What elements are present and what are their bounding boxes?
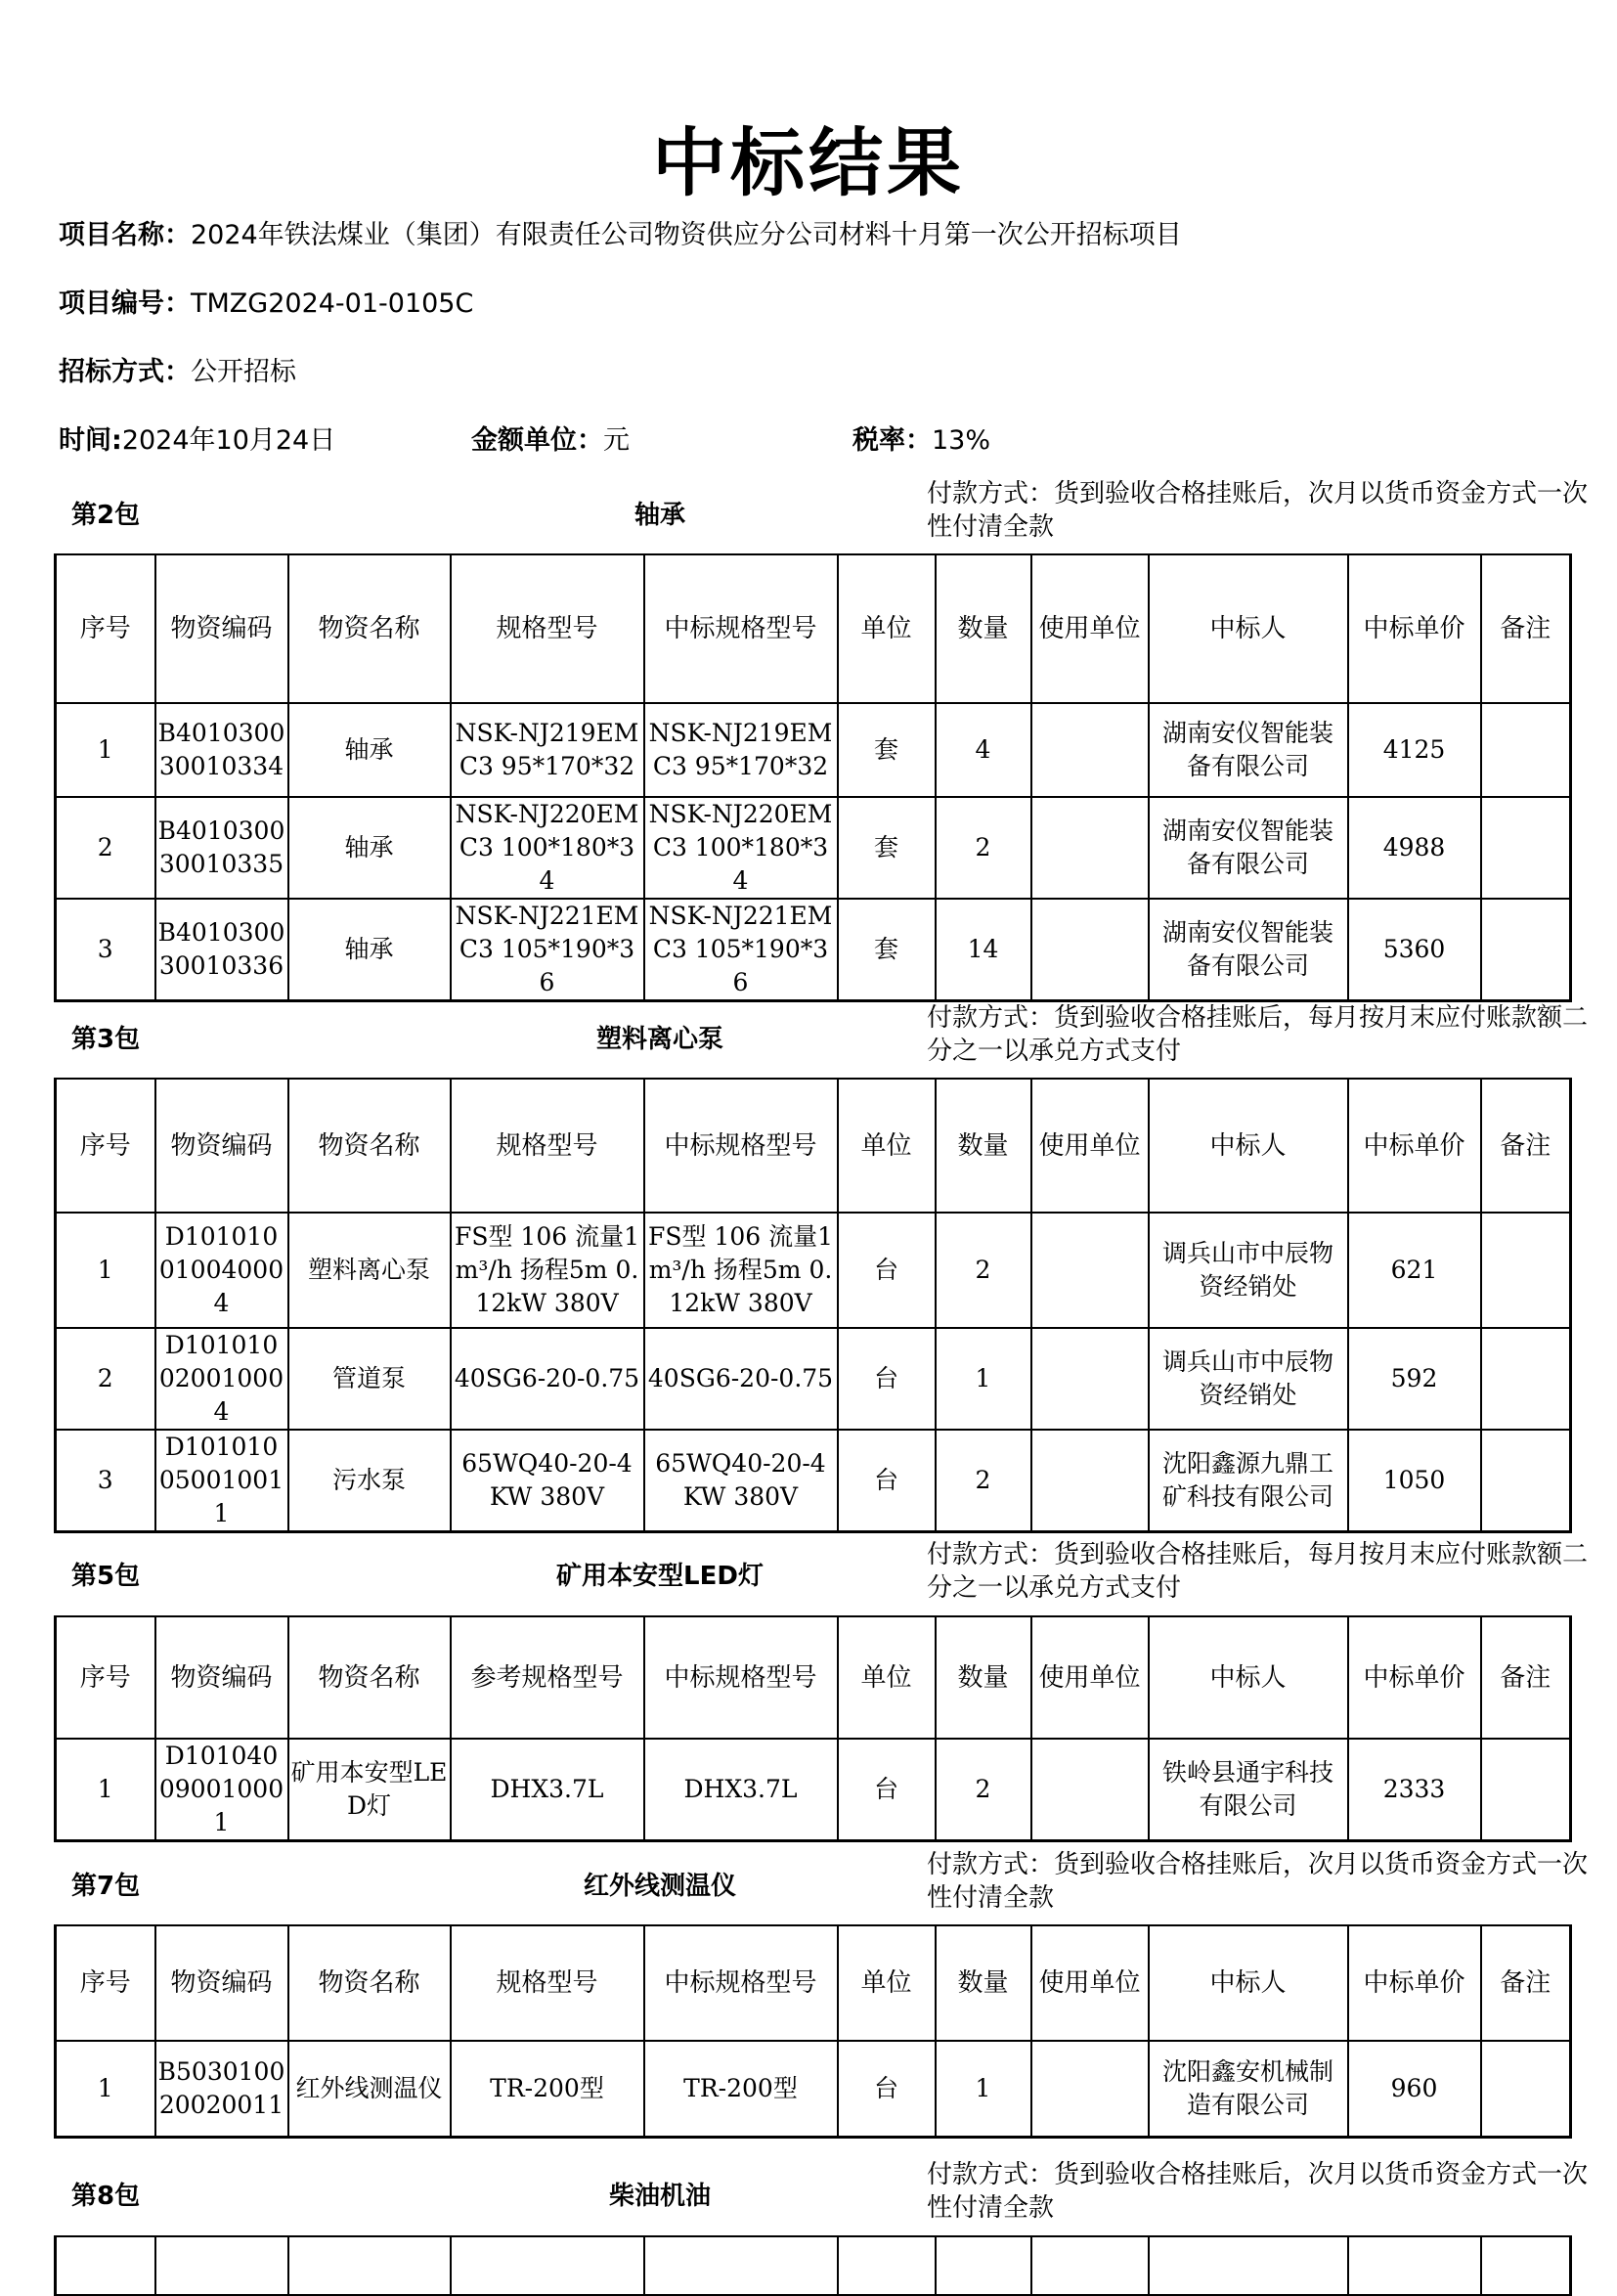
tax-field (852, 419, 990, 457)
bid-table (54, 1615, 1572, 1842)
cell-qty: 2 (936, 797, 1031, 899)
cell-qty: 2 (936, 1739, 1031, 1841)
column-header (288, 2236, 451, 2295)
column-header (936, 2236, 1031, 2295)
cell-user (1031, 899, 1149, 1001)
package-number: 第8包 (71, 2182, 141, 2211)
cell-code: B401030030010335 (155, 797, 288, 899)
cell-code: D101010020010004 (155, 1328, 288, 1430)
column-header: 规格型号 (451, 1079, 644, 1213)
cell-price: 592 (1348, 1328, 1481, 1430)
cell-qty: 2 (936, 1213, 1031, 1328)
cell-seq: 1 (56, 1739, 155, 1841)
method-label: 招标方式： (59, 357, 191, 387)
table-row (56, 1213, 1571, 1328)
cell-price: 1050 (1348, 1430, 1481, 1532)
table-header-row (56, 1616, 1571, 1739)
cell-unit: 台 (838, 1739, 936, 1841)
cell-seq: 1 (56, 2041, 155, 2137)
cell-code: D101040090010001 (155, 1739, 288, 1841)
project-no-value: TMZG2024-01-0105C (191, 288, 474, 319)
table-header-row (56, 1079, 1571, 1213)
package-name: 塑料离心泵 (595, 1025, 723, 1054)
cell-seq: 1 (56, 703, 155, 797)
cell-qty: 1 (936, 2041, 1031, 2137)
column-header (56, 2236, 155, 2295)
payment-terms: 付款方式：货到验收合格挂账后，次月以货币资金方式一次性付清全款 (927, 1850, 1589, 1913)
cell-price: 4125 (1348, 703, 1481, 797)
column-header (1481, 2236, 1571, 2295)
table-row (56, 1328, 1571, 1430)
cell-qty: 2 (936, 1430, 1031, 1532)
cell-bid-spec: 40SG6-20-0.75 (644, 1328, 838, 1430)
column-header: 备注 (1481, 1925, 1571, 2041)
column-header: 中标单价 (1348, 554, 1481, 703)
cell-qty: 4 (936, 703, 1031, 797)
cell-name: 矿用本安型LED灯 (288, 1739, 451, 1841)
table-header-row (56, 554, 1571, 703)
cell-bid-spec: NSK-NJ219EMC3 95*170*32 (644, 703, 838, 797)
column-header: 中标人 (1149, 1925, 1348, 2041)
column-header (838, 2236, 936, 2295)
column-header: 使用单位 (1031, 1616, 1149, 1739)
column-header: 中标人 (1149, 1616, 1348, 1739)
project-no-label: 项目编号： (59, 288, 191, 319)
time-field (59, 419, 335, 457)
column-header: 规格型号 (451, 554, 644, 703)
cell-code: D101010010040004 (155, 1213, 288, 1328)
table-row (56, 2041, 1571, 2137)
cell-spec: FS型 106 流量1m³/h 扬程5m 0.12kW 380V (451, 1213, 644, 1328)
package-number: 第2包 (71, 501, 141, 530)
package-name: 矿用本安型LED灯 (556, 1562, 764, 1591)
column-header: 使用单位 (1031, 1925, 1149, 2041)
cell-bid-spec: TR-200型 (644, 2041, 838, 2137)
package-number: 第5包 (71, 1562, 141, 1591)
cell-spec: 40SG6-20-0.75 (451, 1328, 644, 1430)
cell-winner: 调兵山市中辰物资经销处 (1149, 1328, 1348, 1430)
column-header: 单位 (838, 1079, 936, 1213)
cell-qty: 1 (936, 1328, 1031, 1430)
cell-name: 轴承 (288, 703, 451, 797)
column-header: 备注 (1481, 554, 1571, 703)
cell-unit: 套 (838, 899, 936, 1001)
cell-seq: 2 (56, 1328, 155, 1430)
payment-terms: 付款方式：货到验收合格挂账后，每月按月末应付账款额二分之一以承兑方式支付 (927, 1003, 1589, 1066)
cell-bid-spec: NSK-NJ220EMC3 100*180*34 (644, 797, 838, 899)
tax-label: 税率： (852, 425, 932, 456)
cell-seq: 3 (56, 1430, 155, 1532)
column-header (1348, 2236, 1481, 2295)
project-no-line (59, 282, 473, 320)
cell-bid-spec: DHX3.7L (644, 1739, 838, 1841)
package-name: 轴承 (634, 501, 685, 530)
payment-terms: 付款方式：货到验收合格挂账后，次月以货币资金方式一次性付清全款 (927, 2160, 1589, 2223)
column-header: 物资编码 (155, 1079, 288, 1213)
cell-unit: 套 (838, 703, 936, 797)
cell-price: 960 (1348, 2041, 1481, 2137)
currency-value: 元 (603, 425, 630, 456)
cell-bid-spec: FS型 106 流量1m³/h 扬程5m 0.12kW 380V (644, 1213, 838, 1328)
cell-unit: 台 (838, 1430, 936, 1532)
method-line (59, 350, 296, 388)
cell-user (1031, 703, 1149, 797)
cell-note (1481, 1430, 1571, 1532)
column-header (644, 2236, 838, 2295)
table-row (56, 899, 1571, 1001)
cell-unit: 台 (838, 1328, 936, 1430)
time-value: 2024年10月24日 (121, 425, 336, 456)
cell-bid-spec: 65WQ40-20-4KW 380V (644, 1430, 838, 1532)
column-header: 序号 (56, 554, 155, 703)
cell-user (1031, 1328, 1149, 1430)
cell-winner: 调兵山市中辰物资经销处 (1149, 1213, 1348, 1328)
cell-price: 5360 (1348, 899, 1481, 1001)
table-header-row (56, 2236, 1571, 2295)
cell-name: 污水泵 (288, 1430, 451, 1532)
time-label: 时间: (59, 425, 122, 456)
cell-code: D101010050010011 (155, 1430, 288, 1532)
currency-label: 金额单位： (471, 425, 603, 456)
column-header: 中标单价 (1348, 1079, 1481, 1213)
currency-field (471, 419, 630, 457)
column-header: 使用单位 (1031, 1079, 1149, 1213)
cell-user (1031, 1430, 1149, 1532)
payment-terms: 付款方式：货到验收合格挂账后，次月以货币资金方式一次性付清全款 (927, 479, 1589, 542)
column-header: 数量 (936, 1616, 1031, 1739)
cell-note (1481, 703, 1571, 797)
column-header: 备注 (1481, 1079, 1571, 1213)
column-header: 使用单位 (1031, 554, 1149, 703)
method-value: 公开招标 (191, 357, 296, 387)
bid-table (54, 1924, 1572, 2139)
cell-code: B401030030010336 (155, 899, 288, 1001)
bid-table (54, 1078, 1572, 1533)
column-header: 数量 (936, 1079, 1031, 1213)
table-row (56, 797, 1571, 899)
column-header: 中标规格型号 (644, 1925, 838, 2041)
column-header: 备注 (1481, 1616, 1571, 1739)
project-name-line (59, 213, 1182, 251)
cell-code: B503010020020011 (155, 2041, 288, 2137)
cell-winner: 沈阳鑫安机械制造有限公司 (1149, 2041, 1348, 2137)
column-header (1031, 2236, 1149, 2295)
cell-name: 塑料离心泵 (288, 1213, 451, 1328)
column-header: 序号 (56, 1079, 155, 1213)
cell-spec: NSK-NJ219EMC3 95*170*32 (451, 703, 644, 797)
column-header (155, 2236, 288, 2295)
column-header: 中标单价 (1348, 1925, 1481, 2041)
package-number: 第7包 (71, 1872, 141, 1901)
column-header: 中标人 (1149, 554, 1348, 703)
cell-unit: 台 (838, 2041, 936, 2137)
page-title: 中标结果 (652, 119, 965, 206)
package-header (54, 1001, 1589, 1070)
column-header: 序号 (56, 1616, 155, 1739)
cell-winner: 沈阳鑫源九鼎工矿科技有限公司 (1149, 1430, 1348, 1532)
column-header (451, 2236, 644, 2295)
cell-note (1481, 2041, 1571, 2137)
tax-value: 13% (932, 425, 991, 456)
cell-spec: TR-200型 (451, 2041, 644, 2137)
package-header (54, 2158, 1589, 2227)
cell-note (1481, 1213, 1571, 1328)
cell-seq: 3 (56, 899, 155, 1001)
project-name-value: 2024年铁法煤业（集团）有限责任公司物资供应分公司材料十月第一次公开招标项目 (191, 220, 1182, 250)
column-header: 单位 (838, 1925, 936, 2041)
column-header (1149, 2236, 1348, 2295)
package-name: 柴油机油 (608, 2182, 711, 2211)
cell-user (1031, 1739, 1149, 1841)
cell-price: 4988 (1348, 797, 1481, 899)
bid-table (54, 553, 1572, 1002)
column-header: 序号 (56, 1925, 155, 2041)
cell-spec: DHX3.7L (451, 1739, 644, 1841)
cell-name: 轴承 (288, 899, 451, 1001)
cell-note (1481, 1739, 1571, 1841)
cell-spec: 65WQ40-20-4KW 380V (451, 1430, 644, 1532)
column-header: 物资名称 (288, 1079, 451, 1213)
column-header: 中标规格型号 (644, 1079, 838, 1213)
cell-name: 管道泵 (288, 1328, 451, 1430)
column-header: 物资名称 (288, 1925, 451, 2041)
package-header (54, 1848, 1589, 1917)
cell-winner: 湖南安仪智能装备有限公司 (1149, 899, 1348, 1001)
cell-bid-spec: NSK-NJ221EMC3 105*190*36 (644, 899, 838, 1001)
cell-unit: 套 (838, 797, 936, 899)
cell-note (1481, 899, 1571, 1001)
cell-spec: NSK-NJ220EMC3 100*180*34 (451, 797, 644, 899)
package-header (54, 1538, 1589, 1607)
cell-note (1481, 797, 1571, 899)
cell-price: 621 (1348, 1213, 1481, 1328)
column-header: 物资名称 (288, 1616, 451, 1739)
column-header: 中标单价 (1348, 1616, 1481, 1739)
column-header: 物资编码 (155, 1925, 288, 2041)
package-header (54, 477, 1589, 546)
table-row (56, 703, 1571, 797)
column-header: 中标规格型号 (644, 554, 838, 703)
column-header: 物资名称 (288, 554, 451, 703)
cell-user (1031, 2041, 1149, 2137)
cell-seq: 2 (56, 797, 155, 899)
cell-name: 红外线测温仪 (288, 2041, 451, 2137)
package-number: 第3包 (71, 1025, 141, 1054)
project-name-label: 项目名称： (59, 220, 191, 250)
column-header: 中标人 (1149, 1079, 1348, 1213)
cell-code: B401030030010334 (155, 703, 288, 797)
cell-qty: 14 (936, 899, 1031, 1001)
cell-name: 轴承 (288, 797, 451, 899)
cell-note (1481, 1328, 1571, 1430)
column-header: 数量 (936, 1925, 1031, 2041)
table-row (56, 1430, 1571, 1532)
column-header: 物资编码 (155, 554, 288, 703)
cell-user (1031, 1213, 1149, 1328)
cell-spec: NSK-NJ221EMC3 105*190*36 (451, 899, 644, 1001)
column-header: 参考规格型号 (451, 1616, 644, 1739)
package-name: 红外线测温仪 (583, 1872, 736, 1901)
cell-winner: 铁岭县通宇科技有限公司 (1149, 1739, 1348, 1841)
column-header: 数量 (936, 554, 1031, 703)
cell-user (1031, 797, 1149, 899)
table-header-row (56, 1925, 1571, 2041)
payment-terms: 付款方式：货到验收合格挂账后，每月按月末应付账款额二分之一以承兑方式支付 (927, 1540, 1589, 1603)
column-header: 单位 (838, 554, 936, 703)
table-row (56, 1739, 1571, 1841)
cell-winner: 湖南安仪智能装备有限公司 (1149, 797, 1348, 899)
cell-unit: 台 (838, 1213, 936, 1328)
column-header: 中标规格型号 (644, 1616, 838, 1739)
cell-seq: 1 (56, 1213, 155, 1328)
column-header: 规格型号 (451, 1925, 644, 2041)
cell-winner: 湖南安仪智能装备有限公司 (1149, 703, 1348, 797)
column-header: 物资编码 (155, 1616, 288, 1739)
cell-price: 2333 (1348, 1739, 1481, 1841)
column-header: 单位 (838, 1616, 936, 1739)
